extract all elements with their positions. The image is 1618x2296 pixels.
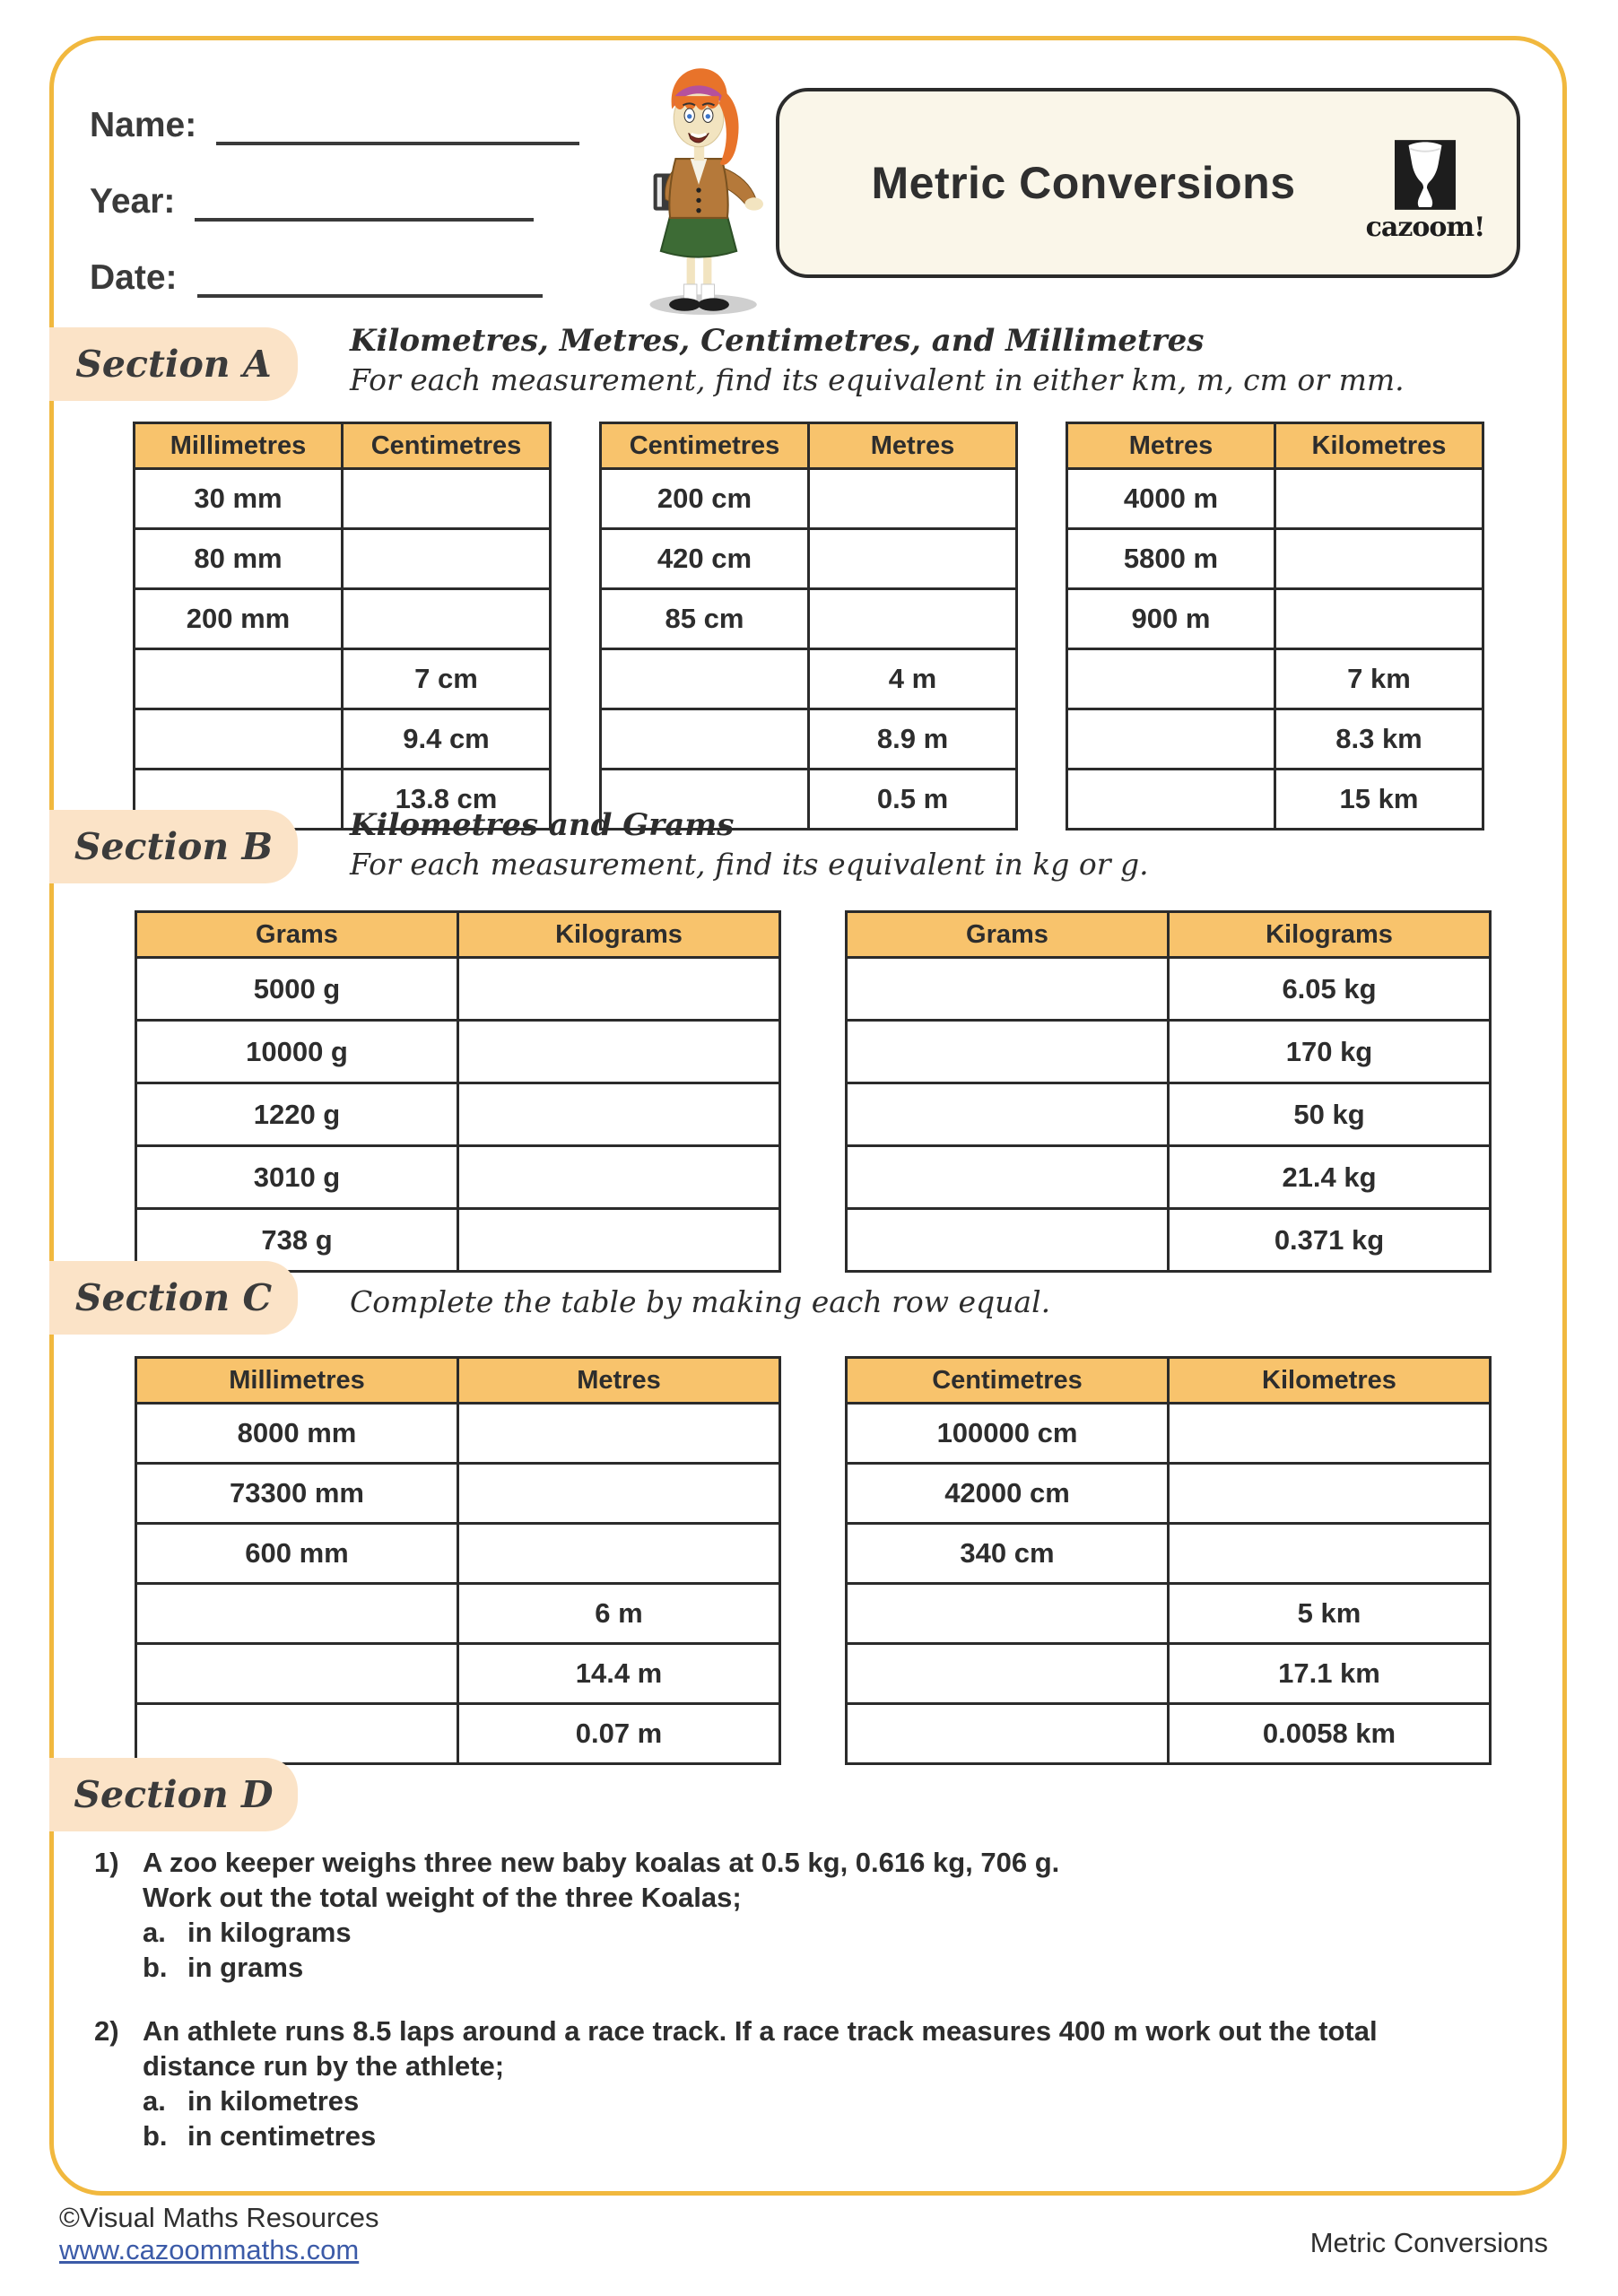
answer-cell-empty	[847, 1644, 1169, 1704]
answer-cell-empty	[1275, 529, 1483, 589]
section-b-instruction: For each measurement, find its equivalent in kg or g.	[350, 847, 1149, 882]
conversion-table	[845, 910, 1492, 1273]
answer-cell-empty	[458, 1146, 780, 1209]
table-row	[136, 1524, 780, 1584]
answer-cell-empty	[1169, 1404, 1491, 1464]
column-header: Metres	[809, 423, 1017, 469]
table-row	[136, 1404, 780, 1464]
name-label: Name:	[90, 106, 197, 144]
answer-cell-empty	[458, 1021, 780, 1083]
table-row	[847, 1209, 1491, 1272]
conversion-table	[845, 1356, 1492, 1765]
page-title: Metric Conversions	[871, 158, 1296, 208]
answer-cell-empty	[1275, 589, 1483, 649]
value-cell: 900 m	[1067, 589, 1275, 649]
answer-cell-empty	[458, 1464, 780, 1524]
value-cell: 0.07 m	[458, 1704, 780, 1764]
table-row	[135, 649, 551, 709]
table-centimetres-kilometres	[845, 1356, 1492, 1765]
date-blank-line	[197, 257, 543, 298]
cazoom-logo	[1366, 140, 1484, 243]
question-1-line-1: A zoo keeper weighs three new baby koalas at 0.5 kg, 0.616 kg, 706 g.	[143, 1847, 1060, 1878]
part-a-prefix: a.	[143, 2085, 166, 2117]
value-cell: 13.8 cm	[343, 770, 551, 830]
table-row	[847, 1146, 1491, 1209]
column-header: Kilometres	[1169, 1358, 1491, 1404]
section-a-label: Section A	[49, 327, 298, 401]
value-cell: 21.4 kg	[1169, 1146, 1491, 1209]
value-cell: 8000 mm	[136, 1404, 458, 1464]
value-cell: 340 cm	[847, 1524, 1169, 1584]
column-header: Kilograms	[1169, 912, 1491, 958]
part-b-prefix: b.	[143, 1952, 168, 1983]
section-b-label: Section B	[49, 810, 298, 883]
table-row	[847, 1524, 1491, 1584]
answer-cell-empty	[136, 1644, 458, 1704]
name-blank-line	[216, 104, 579, 145]
answer-cell-empty	[458, 958, 780, 1021]
answer-cell-empty	[601, 709, 809, 770]
conversion-table	[1066, 422, 1484, 831]
value-cell: 8.9 m	[809, 709, 1017, 770]
column-header: Grams	[847, 912, 1169, 958]
part-a-prefix: a.	[143, 1917, 166, 1948]
part-b-prefix: b.	[143, 2120, 168, 2152]
value-cell: 17.1 km	[1169, 1644, 1491, 1704]
value-cell: 80 mm	[135, 529, 343, 589]
answer-cell-empty	[809, 469, 1017, 529]
table-row	[136, 958, 780, 1021]
table-row	[136, 1021, 780, 1083]
answer-cell-empty	[1067, 649, 1275, 709]
answer-cell-empty	[847, 1146, 1169, 1209]
table-row	[1067, 589, 1483, 649]
value-cell: 73300 mm	[136, 1464, 458, 1524]
answer-cell-empty	[847, 1704, 1169, 1764]
value-cell: 8.3 km	[1275, 709, 1483, 770]
table-row	[136, 1704, 780, 1764]
table-row	[601, 709, 1017, 770]
table-row	[601, 649, 1017, 709]
value-cell: 200 cm	[601, 469, 809, 529]
table-row	[847, 1584, 1491, 1644]
column-header: Grams	[136, 912, 458, 958]
table-row	[1067, 649, 1483, 709]
table-row	[135, 709, 551, 770]
value-cell: 420 cm	[601, 529, 809, 589]
table-row	[847, 1021, 1491, 1083]
column-header: Kilometres	[1275, 423, 1483, 469]
table-row	[847, 958, 1491, 1021]
column-header: Metres	[458, 1358, 780, 1404]
value-cell: 200 mm	[135, 589, 343, 649]
answer-cell-empty	[847, 1209, 1169, 1272]
table-row	[847, 1464, 1491, 1524]
answer-cell-empty	[136, 1704, 458, 1764]
table-row	[136, 1584, 780, 1644]
date-field-row	[90, 253, 543, 298]
question-1-number: 1)	[94, 1847, 119, 1878]
question-2-part-b	[143, 2118, 1493, 2153]
value-cell: 42000 cm	[847, 1464, 1169, 1524]
answer-cell-empty	[343, 469, 551, 529]
answer-cell-empty	[809, 529, 1017, 589]
question-2-body	[143, 2013, 1493, 2153]
table-centimetres-metres	[599, 422, 1018, 831]
answer-cell-empty	[343, 589, 551, 649]
part-b-text: in centimetres	[187, 2120, 377, 2152]
table-row	[1067, 469, 1483, 529]
value-cell: 600 mm	[136, 1524, 458, 1584]
value-cell: 85 cm	[601, 589, 809, 649]
answer-cell-empty	[1275, 469, 1483, 529]
answer-cell-empty	[135, 649, 343, 709]
table-grams-kilograms-left	[135, 910, 781, 1273]
section-b-heading: Kilometres and Grams	[350, 807, 735, 843]
value-cell: 9.4 cm	[343, 709, 551, 770]
table-row	[847, 1083, 1491, 1146]
question-1-part-b	[143, 1950, 1493, 1985]
cazoom-wordmark: cazoom!	[1365, 211, 1485, 243]
table-row	[1067, 770, 1483, 830]
conversion-table	[599, 422, 1018, 831]
question-1-body	[143, 1845, 1493, 1985]
section-a-instruction: For each measurement, find its equivalent in either km, m, cm or mm.	[350, 362, 1405, 397]
answer-cell-empty	[1067, 709, 1275, 770]
answer-cell-empty	[458, 1404, 780, 1464]
answer-cell-empty	[601, 649, 809, 709]
column-header: Millimetres	[135, 423, 343, 469]
table-grams-kilograms-right	[845, 910, 1492, 1273]
table-row	[1067, 709, 1483, 770]
name-field-row	[90, 100, 579, 145]
value-cell: 50 kg	[1169, 1083, 1491, 1146]
value-cell: 3010 g	[136, 1146, 458, 1209]
footer-document-title: Metric Conversions	[1309, 2227, 1548, 2258]
value-cell: 6 m	[458, 1584, 780, 1644]
table-row	[601, 529, 1017, 589]
table-row	[135, 589, 551, 649]
answer-cell-empty	[136, 1584, 458, 1644]
column-header: Centimetres	[343, 423, 551, 469]
footer-left	[59, 2202, 379, 2266]
conversion-table	[133, 422, 552, 831]
question-2-number: 2)	[94, 2015, 119, 2047]
part-b-text: in grams	[187, 1952, 304, 1983]
value-cell: 5 km	[1169, 1584, 1491, 1644]
column-header: Centimetres	[847, 1358, 1169, 1404]
value-cell: 0.0058 km	[1169, 1704, 1491, 1764]
value-cell: 0.371 kg	[1169, 1209, 1491, 1272]
table-row	[1067, 529, 1483, 589]
column-header: Kilograms	[458, 912, 780, 958]
table-millimetres-metres	[135, 1356, 781, 1765]
section-a-heading: Kilometres, Metres, Centimetres, and Millimetres	[350, 323, 1205, 359]
question-2-line-2: distance run by the athlete;	[143, 2050, 505, 2082]
value-cell: 0.5 m	[809, 770, 1017, 830]
table-row	[136, 1083, 780, 1146]
year-blank-line	[195, 180, 534, 222]
table-row	[135, 469, 551, 529]
year-field-row	[90, 177, 534, 222]
column-header: Millimetres	[136, 1358, 458, 1404]
value-cell: 4000 m	[1067, 469, 1275, 529]
table-row	[847, 1704, 1491, 1764]
value-cell: 10000 g	[136, 1021, 458, 1083]
answer-cell-empty	[458, 1524, 780, 1584]
value-cell: 5000 g	[136, 958, 458, 1021]
table-millimetres-centimetres	[133, 422, 552, 831]
part-a-text: in kilometres	[187, 2085, 360, 2117]
answer-cell-empty	[1067, 770, 1275, 830]
column-header: Centimetres	[601, 423, 809, 469]
conversion-table	[135, 910, 781, 1273]
section-c-label: Section C	[49, 1261, 298, 1335]
answer-cell-empty	[1169, 1464, 1491, 1524]
answer-cell-empty	[458, 1209, 780, 1272]
conversion-table	[135, 1356, 781, 1765]
value-cell: 4 m	[809, 649, 1017, 709]
answer-cell-empty	[1169, 1524, 1491, 1584]
value-cell: 738 g	[136, 1209, 458, 1272]
answer-cell-empty	[847, 958, 1169, 1021]
value-cell: 14.4 m	[458, 1644, 780, 1704]
value-cell: 6.05 kg	[1169, 958, 1491, 1021]
value-cell: 30 mm	[135, 469, 343, 529]
question-2	[94, 2013, 1493, 2153]
section-d-label: Section D	[49, 1758, 298, 1831]
value-cell: 7 km	[1275, 649, 1483, 709]
question-2-line-1: An athlete runs 8.5 laps around a race track. If a race track measures 400 m work out the total	[143, 2015, 1378, 2047]
answer-cell-empty	[847, 1083, 1169, 1146]
value-cell: 1220 g	[136, 1083, 458, 1146]
question-1-line-2: Work out the total weight of the three Koalas;	[143, 1882, 742, 1913]
table-metres-kilometres	[1066, 422, 1484, 831]
value-cell: 7 cm	[343, 649, 551, 709]
value-cell: 170 kg	[1169, 1021, 1491, 1083]
table-row	[136, 1146, 780, 1209]
table-row	[136, 1464, 780, 1524]
djembe-drum-icon	[1395, 140, 1456, 210]
section-c-instruction: Complete the table by making each row equal.	[350, 1284, 1051, 1319]
table-row	[847, 1644, 1491, 1704]
column-header: Metres	[1067, 423, 1275, 469]
copyright-text: ©Visual Maths Resources	[59, 2202, 379, 2233]
value-cell: 100000 cm	[847, 1404, 1169, 1464]
answer-cell-empty	[809, 589, 1017, 649]
date-label: Date:	[90, 258, 178, 297]
answer-cell-empty	[847, 1021, 1169, 1083]
table-row	[847, 1404, 1491, 1464]
value-cell: 5800 m	[1067, 529, 1275, 589]
year-label: Year:	[90, 182, 176, 221]
part-a-text: in kilograms	[187, 1917, 352, 1948]
table-row	[136, 1644, 780, 1704]
title-box	[776, 88, 1520, 278]
answer-cell-empty	[135, 709, 343, 770]
cazoommaths-link[interactable]: www.cazoommaths.com	[59, 2234, 360, 2266]
answer-cell-empty	[343, 529, 551, 589]
question-1-part-a	[143, 1915, 1493, 1950]
question-2-part-a	[143, 2083, 1493, 2118]
answer-cell-empty	[847, 1584, 1169, 1644]
table-row	[601, 469, 1017, 529]
value-cell: 15 km	[1275, 770, 1483, 830]
question-1	[94, 1845, 1493, 1985]
answer-cell-empty	[458, 1083, 780, 1146]
table-row	[601, 589, 1017, 649]
student-character-illustration	[619, 59, 779, 317]
table-row	[135, 529, 551, 589]
